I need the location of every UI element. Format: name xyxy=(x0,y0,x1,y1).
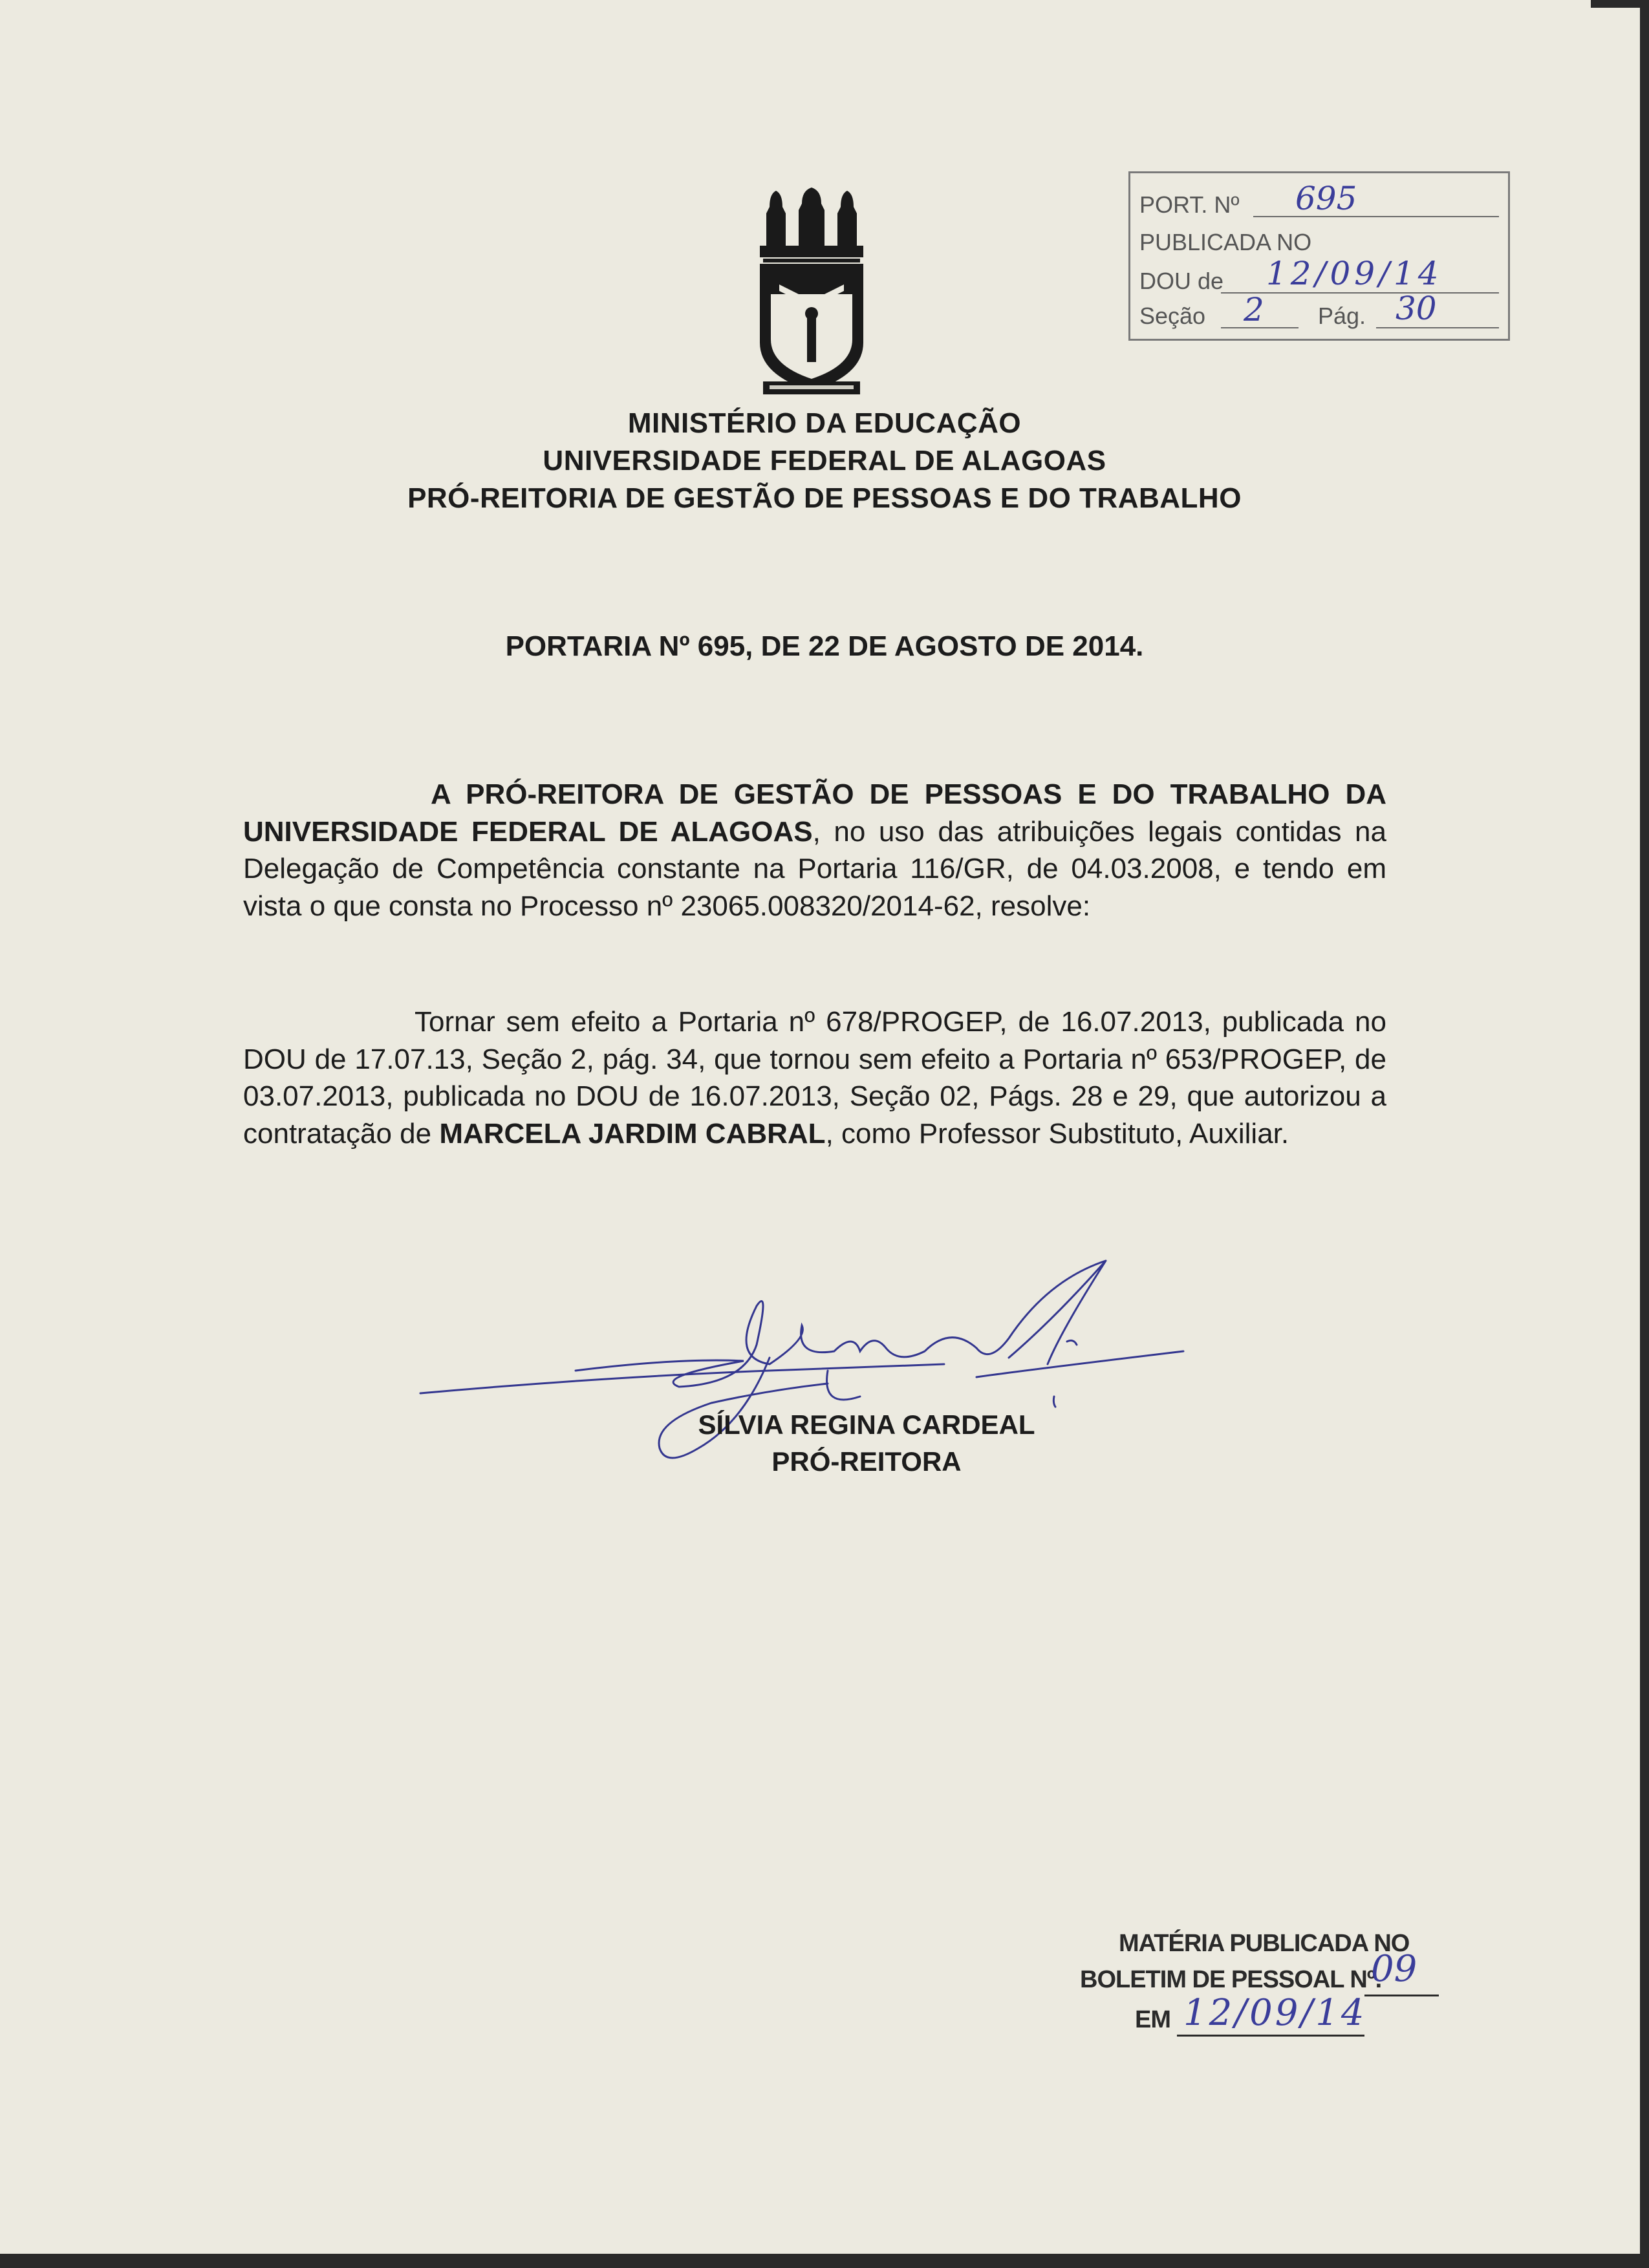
stamp-dou-value: 12/09/14 xyxy=(1266,255,1443,292)
stamp-dou-label: DOU de xyxy=(1139,268,1224,294)
stamp-pag-label: Pág. xyxy=(1318,303,1366,329)
stamp-secao-value: 2 xyxy=(1244,291,1264,328)
resolution-person-name: MARCELA JARDIM CABRAL xyxy=(439,1117,826,1150)
header-ministry: MINISTÉRIO DA EDUCAÇÃO xyxy=(627,407,1022,439)
resolution-text-end: , como Professor Substituto, Auxiliar. xyxy=(825,1117,1289,1150)
stamp-port-label: PORT. Nº xyxy=(1139,191,1240,218)
handwritten-signature xyxy=(407,1254,1261,1526)
paragraph-preamble xyxy=(243,776,1386,925)
header-department: PRÓ-REITORIA DE GESTÃO DE PESSOAS E DO TRABALHO xyxy=(407,482,1242,514)
stamp-underline xyxy=(1376,327,1499,328)
stamp-port-value: 695 xyxy=(1295,180,1357,217)
bulletin-number: 09 xyxy=(1371,1948,1417,1990)
bulletin-underline xyxy=(1177,2035,1364,2037)
header-university: UNIVERSIDADE FEDERAL DE ALAGOAS xyxy=(543,445,1106,476)
bulletin-date-label: EM xyxy=(1135,2006,1170,2033)
scan-edge-bottom xyxy=(0,2254,1649,2268)
university-crest-icon xyxy=(750,187,873,401)
stamp-pag-value: 30 xyxy=(1396,290,1437,327)
bulletin-underline xyxy=(1364,1995,1439,1996)
stamp-underline xyxy=(1253,216,1499,217)
stamp-publicada-label: PUBLICADA NO xyxy=(1139,229,1312,255)
bulletin-date-value: 12/09/14 xyxy=(1183,1992,1367,2034)
preamble-authority: A PRÓ-REITORA DE GESTÃO DE PESSOAS E DO TRABALHO DA UNIVERSIDADE FEDERAL DE ALAGOAS xyxy=(243,778,1386,848)
signatory-role: PRÓ-REITORA xyxy=(771,1446,962,1477)
bulletin-stamp xyxy=(1080,1930,1442,2059)
paragraph-resolution xyxy=(243,1003,1386,1152)
signatory-name: SÍLVIA REGINA CARDEAL xyxy=(698,1409,1035,1440)
bulletin-label: BOLETIM DE PESSOAL Nº. xyxy=(1080,1966,1382,1993)
scan-edge-right xyxy=(1640,0,1649,2268)
resolution-text: Tornar sem efeito a Portaria nº 678/PROGEP, de 16.07.2013, publicada no DOU de 17.07.13, Seção 2, pág. 34, que tornou sem efeito a Portaria nº 653/PROGEP, de 03.07.2013, publicada no DOU de 16.07.2013, Seção 02, Págs. 28 e 29, que autorizou a contratação de xyxy=(243,1006,1386,1150)
stamp-secao-label: Seção xyxy=(1139,303,1206,329)
publication-stamp xyxy=(1128,171,1510,341)
preamble-text: , no uso das atribuições legais contidas na Delegação de Competência constante na Portaria 116/GR, de 04.03.2008, e tendo em vista o que consta no Processo nº 23065.008320/2014-62, resolve: xyxy=(243,815,1386,922)
bulletin-line1: MATÉRIA PUBLICADA NO xyxy=(1119,1930,1410,1957)
document-title: PORTARIA Nº 695, DE 22 DE AGOSTO DE 2014. xyxy=(505,630,1144,662)
